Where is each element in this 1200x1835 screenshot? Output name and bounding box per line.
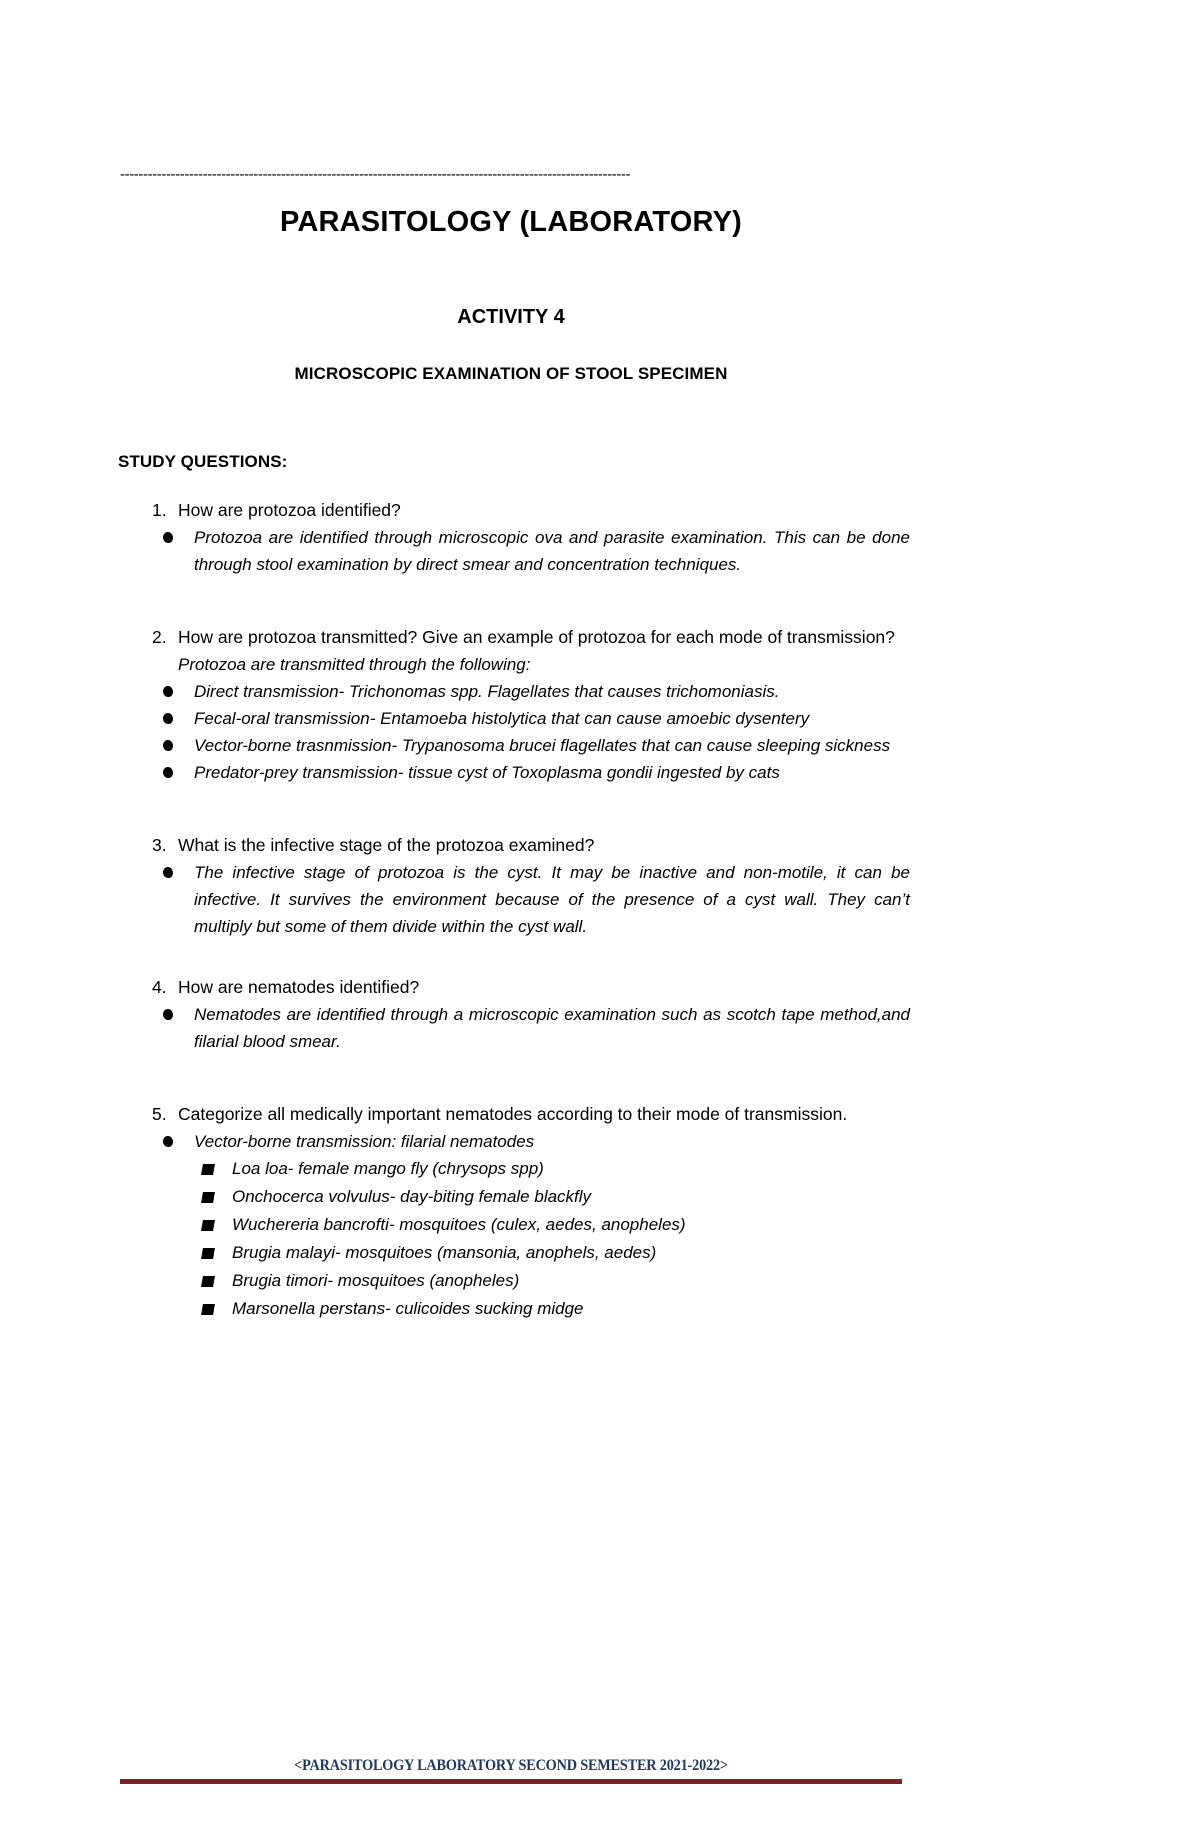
answer-bullet bbox=[120, 859, 910, 940]
round-bullet-icon bbox=[162, 739, 173, 751]
question-item bbox=[120, 497, 910, 524]
page-footer-rule bbox=[120, 1779, 902, 1784]
answer-text: The infective stage of protozoa is the cyst. It may be inactive and non-motile, it can be infective. It survives the environment because of the presence of a cyst wall. They can’t multiply but some of them divide within the cyst wall. bbox=[194, 863, 910, 936]
question-number: 2. bbox=[152, 627, 167, 647]
question-item bbox=[120, 1101, 910, 1128]
sub-item-text: Loa loa- female mango fly (chrysops spp) bbox=[232, 1159, 544, 1178]
answer-text: Protozoa are identified through microscopic ova and parasite examination. This can be done through stool examination by direct smear and concentration techniques. bbox=[194, 528, 910, 574]
answer-text: Nematodes are identified through a microscopic examination such as scotch tape method,and filarial blood smear. bbox=[194, 1005, 910, 1051]
round-bullet-icon bbox=[162, 1008, 173, 1020]
question-block bbox=[120, 624, 910, 832]
question-block bbox=[120, 1101, 910, 1323]
sub-item-text: Marsonella perstans- culicoides sucking midge bbox=[232, 1299, 584, 1318]
sub-item-text: Brugia timori- mosquitoes (anopheles) bbox=[232, 1271, 520, 1290]
round-bullet-icon bbox=[162, 531, 173, 543]
answer-text: Fecal-oral transmission- Entamoeba histolytica that can cause amoebic dysentery bbox=[194, 709, 810, 728]
sub-list-item bbox=[120, 1183, 910, 1211]
answer-text: Direct transmission- Trichonomas spp. Flagellates that causes trichomoniasis. bbox=[194, 682, 780, 701]
sub-list-item bbox=[120, 1155, 910, 1183]
spacer bbox=[120, 578, 910, 624]
sub-list-item bbox=[120, 1211, 910, 1239]
spacer bbox=[120, 786, 910, 832]
sub-item-text: Brugia malayi- mosquitoes (mansonia, anophels, aedes) bbox=[232, 1243, 657, 1262]
round-bullet-icon bbox=[162, 712, 173, 724]
question-number: 3. bbox=[152, 835, 167, 855]
round-bullet-icon bbox=[162, 866, 173, 878]
sub-list-item bbox=[120, 1295, 910, 1323]
answer-text: Vector-borne transmission: filarial nematodes bbox=[194, 1132, 535, 1151]
spacer bbox=[120, 1055, 910, 1101]
sub-list-item bbox=[120, 1267, 910, 1295]
question-text: How are protozoa identified? bbox=[178, 500, 401, 520]
question-number: 5. bbox=[152, 1104, 167, 1124]
document-title: PARASITOLOGY (LABORATORY) bbox=[279, 206, 743, 238]
square-bullet-icon bbox=[201, 1164, 215, 1175]
square-bullet-icon bbox=[201, 1304, 215, 1315]
question-number: 4. bbox=[152, 977, 167, 997]
question-text: How are protozoa transmitted? Give an example of protozoa for each mode of transmission? bbox=[178, 627, 895, 647]
square-bullet-icon bbox=[201, 1276, 215, 1287]
study-questions-list bbox=[120, 497, 910, 1323]
question-block bbox=[120, 974, 910, 1101]
page-footer-text: <PARASITOLOGY LABORATORY SECOND SEMESTER 2021-2022> bbox=[294, 1757, 728, 1774]
answer-bullet bbox=[120, 1128, 910, 1155]
question-block bbox=[120, 832, 910, 974]
square-bullet-icon bbox=[201, 1248, 215, 1259]
activity-heading: ACTIVITY 4 bbox=[457, 306, 565, 328]
square-bullet-icon bbox=[201, 1220, 215, 1231]
question-text: Categorize all medically important nematodes according to their mode of transmission. bbox=[178, 1104, 848, 1124]
question-text: How are nematodes identified? bbox=[178, 977, 420, 997]
answer-bullet bbox=[120, 732, 910, 759]
square-bullet-icon bbox=[201, 1192, 215, 1203]
answer-bullet bbox=[120, 759, 910, 786]
question-item bbox=[120, 974, 910, 1001]
answer-bullet bbox=[120, 678, 910, 705]
answer-lead-in: Protozoa are transmitted through the following: bbox=[178, 655, 531, 674]
answer-bullet bbox=[120, 1001, 910, 1055]
round-bullet-icon bbox=[162, 766, 173, 778]
answer-bullet bbox=[120, 705, 910, 732]
round-bullet-icon bbox=[162, 685, 173, 697]
question-number: 1. bbox=[152, 500, 167, 520]
sub-list-item bbox=[120, 1239, 910, 1267]
question-item bbox=[120, 832, 910, 859]
answer-text: Vector-borne trasnmission- Trypanosoma brucei flagellates that can cause sleeping sickness bbox=[194, 736, 891, 755]
answer-text: Predator-prey transmission- tissue cyst of Toxoplasma gondii ingested by cats bbox=[194, 763, 780, 782]
sub-item-text: Onchocerca volvulus- day-biting female blackfly bbox=[232, 1187, 592, 1206]
activity-subtitle: MICROSCOPIC EXAMINATION OF STOOL SPECIMEN bbox=[294, 364, 728, 383]
study-questions-heading: STUDY QUESTIONS: bbox=[118, 452, 288, 471]
top-divider-rule: --------------------------------------------------------------------------------------------------------------- bbox=[120, 166, 631, 183]
answer-bullet bbox=[120, 524, 910, 578]
question-item bbox=[120, 624, 910, 651]
round-bullet-icon bbox=[162, 1135, 173, 1147]
question-text: What is the infective stage of the protozoa examined? bbox=[178, 835, 595, 855]
sub-item-text: Wuchereria bancrofti- mosquitoes (culex, aedes, anopheles) bbox=[232, 1215, 686, 1234]
spacer bbox=[120, 940, 910, 974]
question-block bbox=[120, 497, 910, 624]
